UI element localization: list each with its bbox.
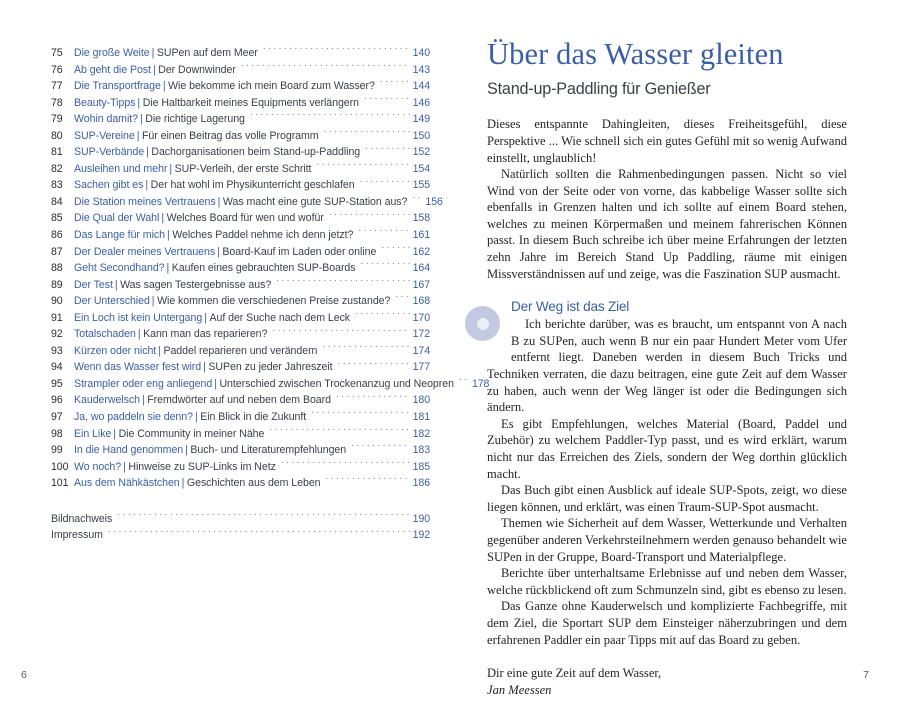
toc-entry-page-number: 167 <box>412 278 430 291</box>
toc-entry-title: Die Station meines Vertrauens <box>74 195 216 208</box>
toc-entry-page-number: 155 <box>412 179 430 192</box>
toc-entry[interactable] <box>51 227 430 244</box>
toc-entry-title: Kauderwelsch <box>74 394 140 407</box>
toc-entry-page-number: 183 <box>412 444 430 457</box>
toc-entry-page-number: 164 <box>412 262 430 275</box>
toc-entry-separator: | <box>151 47 155 59</box>
toc-entry-separator: | <box>146 146 149 159</box>
toc-entry-subtitle: Für einen Beitrag das volle Programm <box>141 129 319 142</box>
toc-entry-page-number: 143 <box>412 63 430 76</box>
toc-entry-number: 90 <box>51 295 63 308</box>
toc-dot-leader <box>316 161 409 172</box>
toc-entry[interactable] <box>51 95 430 112</box>
toc-entry[interactable] <box>51 459 430 476</box>
toc-entry[interactable] <box>51 442 430 459</box>
toc-dot-leader <box>412 194 422 205</box>
toc-dot-leader <box>281 459 410 470</box>
toc-entry-separator: | <box>181 477 185 490</box>
toc-back-matter-entry[interactable] <box>51 511 430 528</box>
toc-entry-number: 77 <box>51 80 63 93</box>
toc-entry-separator: | <box>113 427 117 440</box>
toc-entry-title: Kürzen oder nicht <box>74 344 157 357</box>
toc-entry-number: 78 <box>51 96 63 109</box>
intro-paragraph-2: Natürlich sollten die Rahmenbedingungen passen. Nicht so viel Wind von der Seite oder von vorne, das kabbelige Wasser sollte sich ebenfalls in Grenzen halten und ich sollte auf einem Board stehen, welches zu meinen Körpermaßen und meinem fahrerischen Können passt. In diesem Buch schreibe ich über meine Erfahrungen der letzten zehn Jahre im Bereich Stand Up Paddling, räume mit einigen Missverständnissen auf und zeige, was die Faszination SUP ausmacht. <box>487 167 847 281</box>
section-paragraph-1-text: Ich berichte darüber, was es braucht, um entspannt von A nach B zu SUPen, auch wenn B nur ein paar Hundert Meter vom Ufer entfernt liegt. Daneben werden in diesem Buch Tricks und Techniken verraten, die dazu beitragen, eine gute Zeit auf dem Wasser zu haben, auch wenn der Weg länger ist oder die Bedingungen sich ändern. <box>487 317 847 415</box>
toc-entry-page-number: 154 <box>412 162 430 175</box>
section-heading: Der Weg ist das Ziel <box>511 299 630 315</box>
toc-dot-leader <box>250 112 410 123</box>
toc-entry-page-number: 162 <box>412 245 430 258</box>
toc-entry[interactable] <box>51 260 430 277</box>
toc-entry-separator: | <box>137 328 141 341</box>
section-paragraph-3: Das Buch gibt einen Ausblick auf ideale SUP-Spots, zeigt, wo diese liegen können, und erklärt, was einen Traum-SUP-Spot ausmacht. <box>487 483 847 514</box>
toc-entry-subtitle: Der hat wohl im Physikunterricht geschlafen <box>150 179 355 192</box>
toc-entry-page-number: 180 <box>412 394 430 407</box>
toc-entry-number: 80 <box>51 129 63 142</box>
toc-entry-subtitle: Welches Paddel nehme ich denn jetzt? <box>172 229 354 242</box>
toc-dot-leader <box>269 426 409 437</box>
toc-entry-title: Die große Weite <box>74 47 150 59</box>
toc-entry-page-number: 168 <box>412 295 430 308</box>
toc-dot-leader <box>381 244 409 255</box>
toc-entry-separator: | <box>166 229 170 242</box>
toc-entry-title: Die Qual der Wahl <box>74 212 160 225</box>
toc-entry-subtitle: Kann man das reparieren? <box>143 328 268 341</box>
toc-entry-title: Ein Loch ist kein Untergang <box>74 311 203 324</box>
toc-entry[interactable] <box>51 293 430 310</box>
toc-entry[interactable] <box>51 310 430 327</box>
toc-dot-leader <box>395 294 409 305</box>
toc-entry-page-number: 170 <box>412 311 430 324</box>
toc-entry-page-number: 140 <box>412 47 430 59</box>
toc-entry-title: Totalschaden <box>74 328 136 341</box>
toc-dot-leader <box>326 476 410 487</box>
toc-entry-number: 82 <box>51 162 63 175</box>
toc-entry-number: 79 <box>51 113 63 126</box>
page-number-left: 6 <box>21 669 27 681</box>
toc-list <box>51 45 490 544</box>
toc-entry-number: 98 <box>51 427 63 440</box>
author-signature: Jan Meessen <box>487 682 552 697</box>
section-paragraph-5: Berichte über unterhaltsame Erlebnisse auf und neben dem Wasser, welche rückblickend oft zum Schmunzeln sind, gibt es ebenso zu lesen. <box>487 566 847 597</box>
toc-entry-page-number: 181 <box>412 411 430 424</box>
toc-entry-separator: | <box>152 63 156 76</box>
toc-dot-leader <box>351 443 410 454</box>
toc-dot-leader <box>358 227 409 238</box>
toc-entry-subtitle: Wie kommen die verschiedenen Preise zustande? <box>157 295 391 308</box>
toc-entry-page-number: 186 <box>412 477 430 490</box>
toc-back-matter-label: Impressum <box>51 529 103 542</box>
toc-entry-title: Strampler oder eng anliegend <box>74 377 213 390</box>
toc-entry-separator: | <box>114 278 118 291</box>
toc-entry-subtitle: Auf der Suche nach dem Leck <box>209 311 351 324</box>
toc-entry-subtitle: Unterschied zwischen Trockenanzug und Neopren <box>219 377 454 390</box>
intro-paragraph-1: Dieses entspannte Dahingleiten, dieses Freiheitsgefühl, diese Perspektive ... Wie schnell sich ein gutes Gefühl mit so wenig Aufwand einstellt, unglaublich! <box>487 117 847 165</box>
toc-entry-page-number: 150 <box>412 129 430 142</box>
toc-entry-title: Das Lange für mich <box>74 229 165 242</box>
toc-dot-leader <box>241 62 410 73</box>
toc-dot-leader <box>380 79 410 90</box>
section-der-weg-ist-das-ziel <box>487 299 847 648</box>
toc-entry-separator: | <box>214 377 217 390</box>
toc-entry[interactable] <box>51 475 430 492</box>
toc-entry-separator: | <box>194 411 198 424</box>
toc-entry[interactable] <box>51 326 430 343</box>
toc-entry-page-number: 185 <box>412 460 430 473</box>
toc-entry[interactable] <box>51 409 430 426</box>
toc-dot-leader <box>365 145 409 156</box>
toc-entry-separator: | <box>161 212 165 225</box>
toc-back-matter-page-number: 190 <box>412 512 430 525</box>
toc-entry-title: Aus dem Nähkästchen <box>74 477 180 490</box>
toc-entry-number: 89 <box>51 278 63 291</box>
toc-entry[interactable] <box>51 111 430 128</box>
toc-entry-title: Die Transportfrage <box>74 80 161 93</box>
toc-entry-separator: | <box>217 195 221 208</box>
toc-entry-number: 84 <box>51 195 63 208</box>
toc-entry[interactable] <box>51 244 430 261</box>
toc-entry-number: 92 <box>51 328 63 341</box>
toc-dot-leader <box>329 211 410 222</box>
toc-dot-leader <box>361 261 410 272</box>
toc-entry-title: In die Hand genommen <box>74 444 184 457</box>
toc-dot-leader <box>360 178 410 189</box>
section-paragraph-2: Es gibt Empfehlungen, welches Material (Board, Paddel und Zubehör) zu welchem Paddler-Typ passt, und es wird erklärt, warum nicht nur das Erreichen des Ziels, sondern der Weg dorthin glücklich macht. <box>487 416 847 481</box>
toc-dot-leader <box>263 45 410 56</box>
toc-entry[interactable] <box>51 277 430 294</box>
toc-entry-title: Der Unterschied <box>74 295 150 308</box>
toc-entry-subtitle: Wie bekomme ich mein Board zum Wasser? <box>168 80 375 93</box>
toc-entry-separator: | <box>162 80 166 93</box>
toc-entry-page-number: 182 <box>412 427 430 440</box>
toc-entry-separator: | <box>166 262 170 275</box>
page-title: Über das Wasser gleiten <box>487 37 784 71</box>
toc-entry-separator: | <box>169 162 173 175</box>
section-paragraph-6: Das Ganze ohne Kauderwelsch und komplizierte Fachbegriffe, mit dem Ziel, die Sportart SUP dem Einsteiger näherzubringen und dem erfahrenen Paddler ein paar Tipps mit auf das Board zu geben. <box>487 599 847 647</box>
toc-back-matter <box>51 511 430 544</box>
toc-entry-title: Wo noch? <box>74 460 122 473</box>
toc-entry-page-number: 146 <box>412 96 430 109</box>
toc-entry-subtitle: Die Haltbarkeit meines Equipments verlängern <box>142 96 359 109</box>
toc-entry-separator: | <box>123 460 126 473</box>
toc-entry-separator: | <box>137 96 141 109</box>
toc-entry-page-number: 174 <box>412 344 430 357</box>
toc-entry[interactable] <box>51 45 430 62</box>
toc-dot-leader <box>322 343 409 354</box>
toc-entry-number: 96 <box>51 394 63 407</box>
toc-entry[interactable] <box>51 62 430 79</box>
toc-dot-leader <box>338 360 410 371</box>
page-subtitle: Stand-up-Paddling für Genießer <box>487 80 711 99</box>
toc-entry-title: Ein Like <box>74 427 112 440</box>
toc-entry-subtitle: Dachorganisationen beim Stand-up-Paddling <box>151 146 361 159</box>
section-paragraph-4: Themen wie Sicherheit auf dem Wasser, Wetterkunde und Verhalten gegenüber anderen Verkehrsteilnehmern werden genauso behandelt wie SUPen in der Gruppe, Board-Transport und Materialpflege. <box>487 516 847 564</box>
chapter-content <box>487 38 847 698</box>
toc-entry-separator: | <box>136 129 140 142</box>
toc-entry-title: SUP-Vereine <box>74 129 135 142</box>
toc-entry-separator: | <box>204 311 207 324</box>
toc-entry-page-number: 156 <box>425 195 443 208</box>
toc-entry-title: SUP-Verbände <box>74 146 145 159</box>
toc-dot-leader <box>324 128 410 139</box>
toc-entry-page-number: 158 <box>412 212 430 225</box>
toc-entry[interactable] <box>51 144 430 161</box>
toc-entry[interactable] <box>51 343 430 360</box>
toc-entry-title: Sachen gibt es <box>74 179 144 192</box>
toc-entry-separator: | <box>158 344 161 357</box>
toc-entry-subtitle: SUPen auf dem Meer <box>156 47 258 59</box>
toc-entry-subtitle: SUP-Verleih, der erste Schritt <box>174 162 312 175</box>
toc-entry[interactable] <box>51 359 430 376</box>
toc-dot-leader <box>311 409 409 420</box>
toc-dot-leader <box>108 528 410 539</box>
toc-entry[interactable] <box>51 177 430 194</box>
toc-entry-number: 86 <box>51 229 63 242</box>
toc-entry-subtitle: Board-Kauf im Laden oder online <box>222 245 377 258</box>
toc-entry-number: 100 <box>51 460 69 473</box>
toc-entry-subtitle: Die Community in meiner Nähe <box>118 427 265 440</box>
toc-entry-number: 97 <box>51 411 63 424</box>
toc-entry-number: 85 <box>51 212 63 225</box>
toc-entry-subtitle: Die richtige Lagerung <box>145 113 245 126</box>
toc-dot-leader <box>364 95 410 106</box>
toc-entry-separator: | <box>185 444 188 457</box>
toc-back-matter-label: Bildnachweis <box>51 512 113 525</box>
toc-entry-number: 76 <box>51 63 63 76</box>
toc-entry-separator: | <box>203 361 206 374</box>
toc-entry-subtitle: Ein Blick in die Zukunft <box>200 411 307 424</box>
toc-entry-page-number: 177 <box>412 361 430 374</box>
toc-entry-number: 93 <box>51 344 63 357</box>
toc-entry-page-number: 178 <box>471 377 490 390</box>
toc-entry-number: 91 <box>51 311 63 324</box>
right-page-chapter-opener <box>455 0 910 701</box>
toc-entry-subtitle: Buch- und Literaturempfehlungen <box>190 444 347 457</box>
toc-entry-page-number: 172 <box>412 328 430 341</box>
section-paragraph-1 <box>487 316 847 416</box>
toc-entry-subtitle: Kaufen eines gebrauchten SUP-Boards <box>171 262 356 275</box>
page-number-right: 7 <box>863 669 869 681</box>
toc-entry-page-number: 152 <box>412 146 430 159</box>
toc-entry-number: 101 <box>51 477 69 490</box>
toc-entry[interactable] <box>51 392 430 409</box>
toc-entry-subtitle: SUPen zu jeder Jahreszeit <box>208 361 333 374</box>
toc-entry[interactable] <box>51 78 430 95</box>
toc-dot-leader <box>336 393 410 404</box>
toc-entry-separator: | <box>139 113 143 126</box>
toc-entry-number: 81 <box>51 146 63 159</box>
toc-entry[interactable] <box>51 376 490 393</box>
toc-entry-page-number: 149 <box>412 113 430 126</box>
toc-entry-subtitle: Geschichten aus dem Leben <box>186 477 321 490</box>
toc-entry-title: Wenn das Wasser fest wird <box>74 361 202 374</box>
toc-entry[interactable] <box>51 426 430 443</box>
toc-dot-leader <box>276 277 409 288</box>
toc-entry-subtitle: Was sagen Testergebnisse aus? <box>120 278 272 291</box>
toc-entry[interactable] <box>51 210 430 227</box>
toc-entry[interactable] <box>51 128 430 145</box>
toc-entry-number: 88 <box>51 262 63 275</box>
toc-entry-title: Ab geht die Post <box>74 63 151 76</box>
toc-entry-number: 83 <box>51 179 63 192</box>
toc-entry-title: Ja, wo paddeln sie denn? <box>74 411 193 424</box>
closing-line: Dir eine gute Zeit auf dem Wasser, <box>487 666 662 681</box>
toc-entry-page-number: 161 <box>412 229 430 242</box>
toc-dot-leader <box>272 327 409 338</box>
toc-entry-separator: | <box>151 295 155 308</box>
toc-entry-title: Der Dealer meines Vertrauens <box>74 245 216 258</box>
toc-entry-number: 75 <box>51 47 63 59</box>
toc-entry-title: Ausleihen und mehr <box>74 162 168 175</box>
toc-entry-number: 95 <box>51 377 63 390</box>
toc-entry-number: 94 <box>51 361 63 374</box>
toc-entry-separator: | <box>217 245 220 258</box>
toc-entry-number: 99 <box>51 444 63 457</box>
toc-entry[interactable] <box>51 194 443 211</box>
closing-block <box>487 665 847 698</box>
toc-entry-number: 87 <box>51 245 63 258</box>
toc-back-matter-page-number: 192 <box>412 529 430 542</box>
toc-entry-subtitle: Was macht eine gute SUP-Station aus? <box>222 195 408 208</box>
toc-dot-leader <box>355 310 410 321</box>
toc-dot-leader <box>117 511 409 522</box>
toc-back-matter-entry[interactable] <box>51 527 430 544</box>
toc-entry-title: Der Test <box>74 278 113 291</box>
toc-entry-subtitle: Der Downwinder <box>158 63 236 76</box>
toc-entry-separator: | <box>145 179 149 192</box>
toc-entry-title: Geht Secondhand? <box>74 262 165 275</box>
toc-entry-title: Wohin damit? <box>74 113 138 126</box>
toc-entry-separator: | <box>141 394 145 407</box>
toc-entry[interactable] <box>51 161 430 178</box>
toc-entry-title: Beauty-Tipps <box>74 96 136 109</box>
toc-entry-subtitle: Hinweise zu SUP-Links im Netz <box>128 460 276 473</box>
toc-entry-subtitle: Paddel reparieren und verändern <box>163 344 318 357</box>
toc-entry-subtitle: Welches Board für wen und wofür <box>166 212 324 225</box>
toc-entry-page-number: 144 <box>412 80 430 93</box>
toc-entry-subtitle: Fremdwörter auf und neben dem Board <box>147 394 331 407</box>
